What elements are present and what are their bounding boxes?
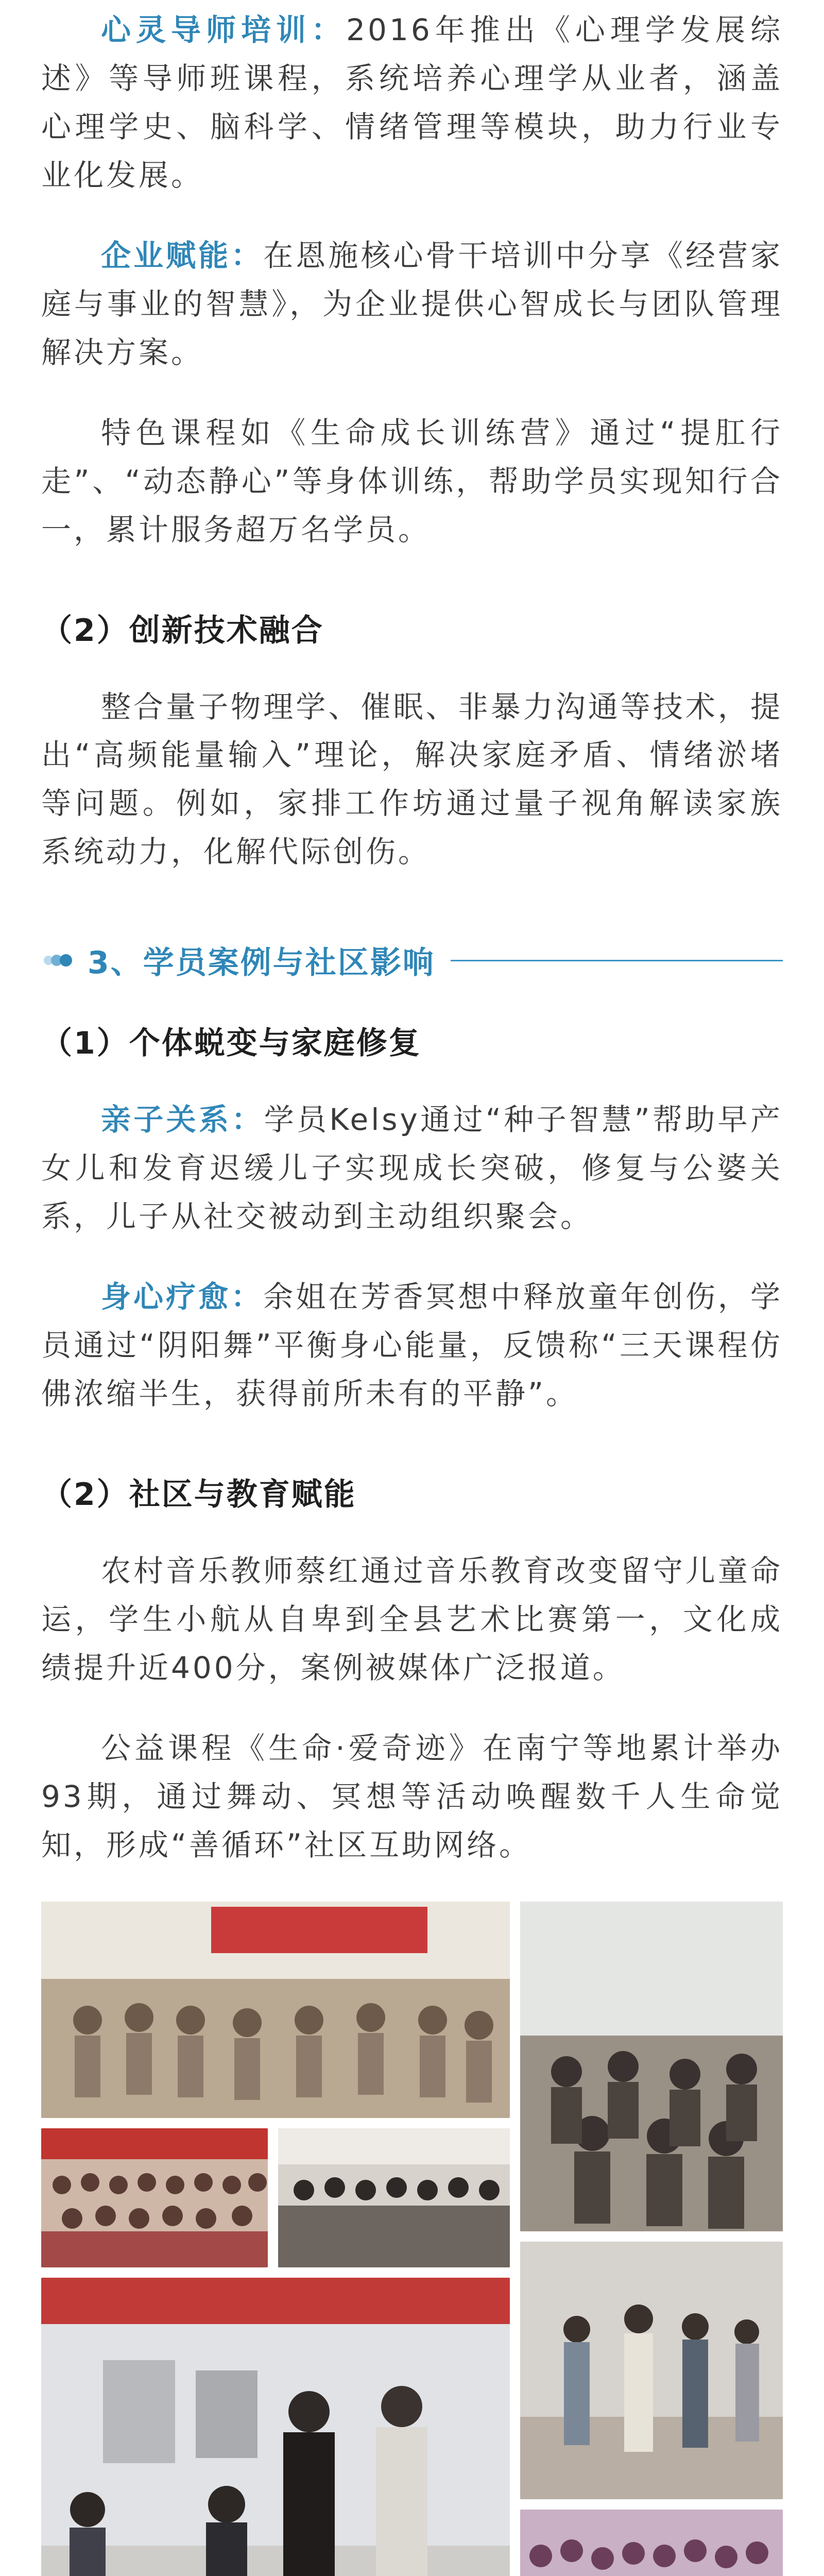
text-parenting: 学员Kelsy通过“种子智慧”帮助早产女儿和发育迟缓儿子实现成长突破，修复与公婆关系，儿子从社交被动到主动组织聚会。 — [41, 1102, 783, 1234]
subheading-innovation: （2）创新技术融合 — [41, 612, 324, 649]
text-mentor-training: 2016年推出《心理学发展综述》等导师班课程，系统培养心理学从业者，涵盖心理学史、脑科学、情绪管理等模块，助力行业专业化发展。 — [41, 12, 783, 193]
photo-collage — [41, 1902, 783, 2576]
photo-group-workshop — [520, 1902, 783, 2231]
paragraph-innovation: 整合量子物理学、催眠、非暴力沟通等技术，提出“高频能量输入”理论，解决家庭矛盾、情绪淤堵等问题。例如，家排工作坊通过量子视角解读家族系统动力，化解代际创伤。 — [41, 689, 783, 870]
paragraph-enterprise — [41, 232, 783, 377]
section-title-3: 3、学员案例与社区影响 — [88, 945, 435, 981]
paragraph-mentor-training — [41, 6, 783, 200]
section-divider-line — [451, 960, 783, 961]
paragraph-parenting — [41, 1096, 783, 1241]
photo-standing-group — [520, 2242, 783, 2499]
paragraph-public-course: 公益课程《生命·爱奇迹》在南宁等地累计举办93期，通过舞动、冥想等活动唤醒数千人生命觉知，形成“善循环”社区互助网络。 — [41, 1730, 783, 1862]
paragraph-healing — [41, 1273, 783, 1418]
label-healing: 身心疗愈： — [101, 1279, 264, 1315]
photo-group-hall — [278, 2128, 510, 2267]
photo-crowd-celebration — [520, 2510, 783, 2576]
subheading-community: （2）社区与教育赋能 — [41, 1477, 356, 1513]
section-dots-icon — [41, 951, 82, 970]
label-mentor-training: 心灵导师培训： — [101, 12, 347, 47]
paragraph-special-course: 特色课程如《生命成长训练营》通过“提肛行走”、“动态静心”等身体训练，帮助学员实现知行合一，累计服务超万名学员。 — [41, 415, 783, 547]
photo-activity-session — [41, 2278, 510, 2576]
label-enterprise: 企业赋能： — [101, 238, 264, 273]
subheading-individual: （1）个体蜕变与家庭修复 — [41, 1025, 421, 1062]
photo-classroom-circle — [41, 1902, 510, 2118]
photo-group-red-banner — [41, 2128, 268, 2267]
text-healing: 余姐在芳香冥想中释放童年创伤，学员通过“阴阳舞”平衡身心能量，反馈称“三天课程仿佛浓缩半生，获得前所未有的平静”。 — [41, 1279, 783, 1412]
paragraph-rural-teacher: 农村音乐教师蔡红通过音乐教育改变留守儿童命运，学生小航从自卑到全县艺术比赛第一，文化成绩提升近400分，案例被媒体广泛报道。 — [41, 1553, 783, 1685]
label-parenting: 亲子关系： — [101, 1102, 264, 1138]
text-enterprise: 在恩施核心骨干培训中分享《经营家庭与事业的智慧》，为企业提供心智成长与团队管理解决方案。 — [41, 238, 783, 370]
section-header-3 — [41, 938, 783, 982]
